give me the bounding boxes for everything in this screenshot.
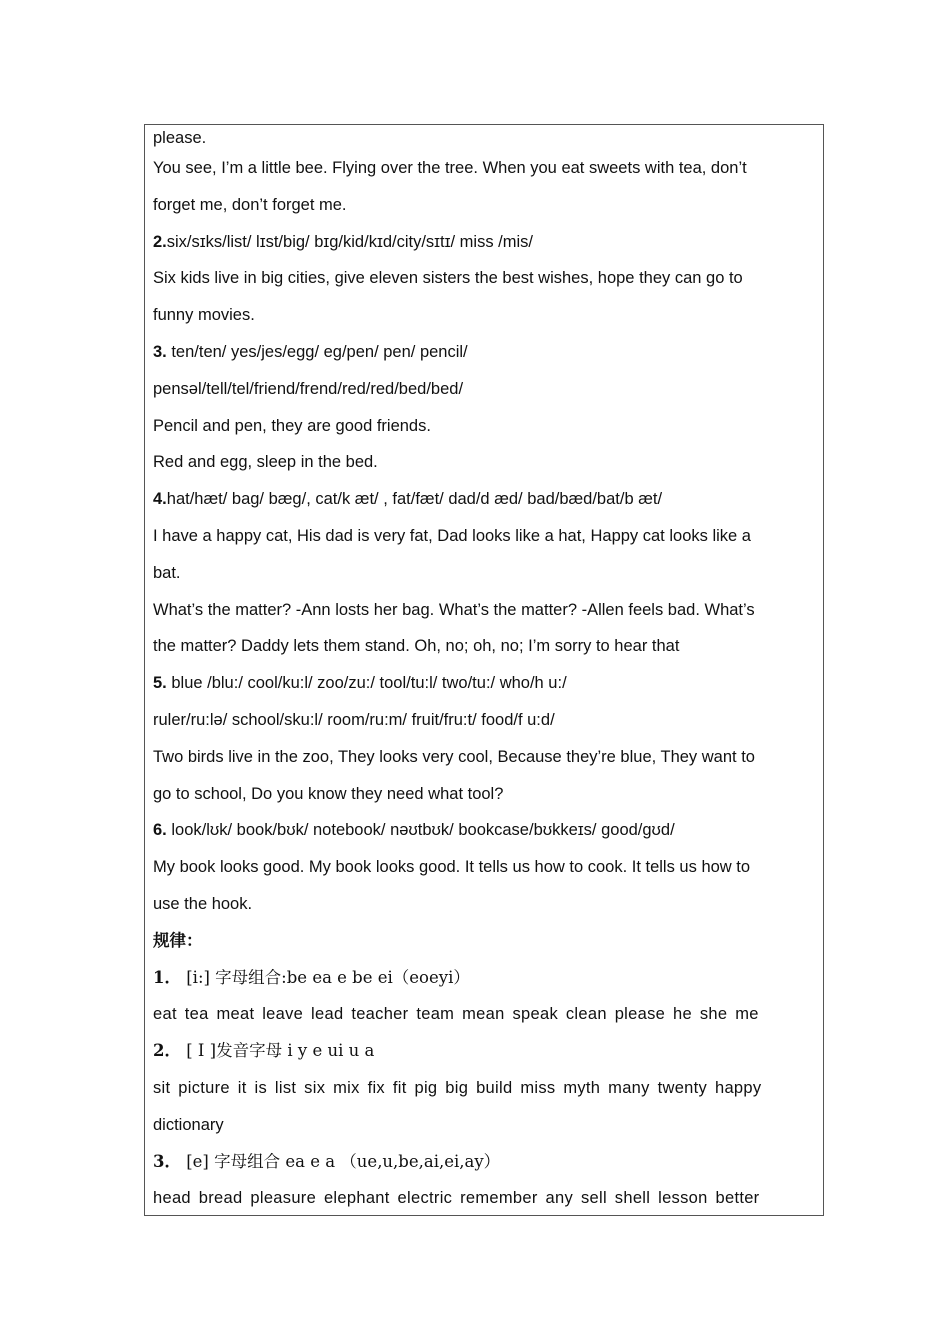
line-text: You see, I’m a little bee. Flying over the tree. When you eat sweets with tea, don’t (153, 159, 747, 177)
section-heading-2 (153, 229, 815, 266)
line-text: head bread pleasure elephant electric remember any sell shell lesson better (153, 1189, 760, 1208)
section-number: 4. (153, 490, 167, 509)
text-line (153, 192, 815, 229)
rule-number: 2． (153, 1041, 181, 1061)
text-line (153, 1112, 815, 1149)
rule-1-heading (153, 965, 815, 1002)
line-text: the matter? Daddy lets them stand. Oh, no; oh, no; I’m sorry to hear that (153, 637, 680, 656)
line-text: Red and egg, sleep in the bed. (153, 453, 378, 472)
line-text: dictionary (153, 1115, 224, 1134)
line-text: look/lʊk/ book/bʊk/ notebook/ nəʊtbʊk/ bookcase/bʊkkeɪs/ good/gʊd/ (166, 821, 675, 840)
text-line (153, 707, 815, 744)
line-text: Pencil and pen, they are good friends. (153, 416, 431, 435)
text-table-cell (144, 124, 824, 1216)
text-line (153, 125, 815, 155)
line-text: pensəl/tell/tel/friend/frend/red/red/bed/bed/ (153, 379, 464, 398)
line-text: use the hook. (153, 894, 253, 913)
rules-heading (153, 928, 815, 965)
rule-2-heading (153, 1038, 815, 1075)
section-heading-6 (153, 817, 815, 854)
line-text: go to school, Do you know they need what tool? (153, 784, 504, 803)
line-text: What’s the matter? -Ann losts her bag. What’s the matter? -Allen feels bad. What’s (153, 600, 755, 619)
text-line (153, 302, 815, 339)
cell-content (153, 125, 815, 1216)
text-line (153, 744, 815, 781)
text-line (153, 781, 815, 818)
line-text: please. (153, 129, 207, 147)
line-text: Six kids live in big cities, give eleven sisters the best wishes, hope they can go to (153, 269, 743, 288)
text-line (153, 1075, 815, 1112)
text-line (153, 560, 815, 597)
line-text: [e] 字母组合 ea e a （ue,u,be,ai,ei,ay） (180, 1151, 501, 1171)
text-line (153, 633, 815, 670)
text-line (153, 449, 815, 486)
line-text: hat/hæt/ bag/ bæg/, cat/k æt/ , fat/fæt/ dad/d æd/ bad/bæd/bat/b æt/ (166, 490, 663, 509)
section-number: 5. (153, 674, 167, 693)
line-text: [ I ]发音字母 i y e ui u a (180, 1041, 375, 1061)
text-line (153, 413, 815, 450)
text-line (153, 523, 815, 560)
line-text: [i:] 字母组合:be ea e be ei（eoeyi） (180, 967, 470, 987)
line-text: ruler/ru:lə/ school/sku:l/ room/ru:m/ fruit/fru:t/ food/f u:d/ (153, 710, 555, 729)
line-text: eat tea meat leave lead teacher team mean speak clean please he she me (153, 1005, 759, 1024)
text-line (153, 1185, 815, 1216)
line-text: six/sɪks/list/ lɪst/big/ bɪg/kid/kɪd/city/sɪtɪ/ miss /mis/ (166, 232, 533, 251)
line-text: I have a happy cat, His dad is very fat, Dad looks like a hat, Happy cat looks like a (153, 526, 751, 545)
rule-number: 3． (153, 1151, 181, 1171)
line-text: funny movies. (153, 306, 255, 325)
line-text: My book looks good. My book looks good. It tells us how to cook. It tells us how to (153, 858, 751, 877)
section-number: 6. (153, 821, 167, 840)
section-number: 2. (153, 232, 167, 251)
line-text: bat. (153, 563, 181, 582)
section-heading-3 (153, 339, 815, 376)
section-heading-5 (153, 670, 815, 707)
section-heading-4 (153, 486, 815, 523)
text-line (153, 376, 815, 413)
text-line (153, 854, 815, 891)
line-text: 规律： (153, 930, 203, 950)
rule-number: 1． (153, 967, 181, 987)
text-line (153, 155, 815, 192)
rule-3-heading (153, 1149, 815, 1186)
text-line (153, 597, 815, 634)
text-line (153, 265, 815, 302)
text-line (153, 1001, 815, 1038)
line-text: Two birds live in the zoo, They looks very cool, Because they’re blue, They want to (153, 747, 755, 766)
line-text: sit picture it is list six mix fix fit pig big build miss myth many twenty happy (153, 1078, 762, 1097)
line-text: forget me, don’t forget me. (153, 195, 347, 214)
section-number: 3. (153, 342, 167, 361)
text-line (153, 891, 815, 928)
line-text: ten/ten/ yes/jes/egg/ eg/pen/ pen/ pencil/ (166, 342, 468, 361)
line-text: blue /blu:/ cool/ku:l/ zoo/zu:/ tool/tu:l/ two/tu:/ who/h u:/ (166, 674, 567, 693)
